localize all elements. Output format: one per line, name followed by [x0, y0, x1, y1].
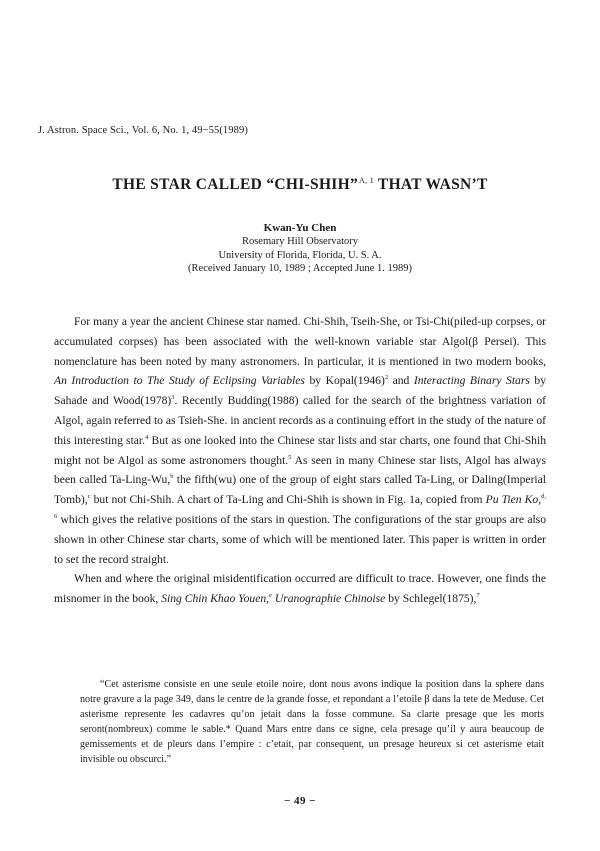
p1-text: As seen in many Chinese star lists, Algol has always been called Ta-Ling-Wu, [54, 453, 546, 487]
block-quote [80, 678, 544, 767]
p1-text: by Kopal(1946) [304, 374, 385, 388]
footnote-marker: c [87, 493, 91, 501]
paragraph-1 [54, 312, 546, 569]
quote-text: “Cet asterisme consiste en une seule etoile noire, dont nous avons indique la position dans la sphere dans notre gravure a la page 349, dans le centre de la grande fosse, et repondant a l’etoile β dans la tete de Meduse. Cet asterisme represente les cadavres qu’on jetait dans la fosse commune. Sa clarte presage que les morts seront(nombreux) comme le sable.* Quand Mars entre dans ce signe, cela presage qu’il y aura beaucoup de gemissements et de pleurs dans l’empire : c’etait, par consequent, un presage heureux si cet asterisme etait invisible ou obscurci.” [80, 679, 544, 765]
body-text [54, 312, 546, 609]
author-block [0, 222, 600, 276]
p1-text: But as one looked into the Chinese star lists and star charts, one found that Chi-Shih might not be Algol as some astronomers thought. [54, 433, 546, 467]
footnote-marker: b [170, 473, 174, 481]
reference-marker: 5 [288, 453, 292, 461]
page-number: − 49 − [283, 795, 317, 807]
footnote-marker: e [269, 592, 272, 600]
book-title-pu-tien-ko: Pu Tien Ko [485, 493, 539, 507]
book-title-uranographie: Uranographie Chinoise [274, 592, 386, 606]
p1-text: which gives the relative positions of the stars in question. The configurations of the star groups are also shown in other Chinese star charts, some of which will be mentioned later. This paper is written in order to set the record straight. [54, 512, 546, 566]
p1-text: For many a year the ancient Chinese star named. Chi-Shih, Tseih-She, or Tsi-Chi(piled-up corpses, or accumulated corpses) has been associated with the well-known variable star Algol(β Persei). This nomenclature has been noted by many astronomers. In particular, it is mentioned in two modern books, [54, 315, 546, 368]
received-accepted-dates: (Received January 10, 1989 ; Accepted June 1. 1989) [188, 263, 412, 275]
book-title-sahade-wood: Interacting Binary Stars [413, 374, 530, 388]
book-title-sing-chin: Sing Chin Khao Youen [161, 592, 267, 606]
paper-title [0, 176, 600, 194]
paragraph-2 [54, 569, 546, 609]
book-title-kopal: An Introduction to The Study of Eclipsing Variables [54, 374, 305, 388]
title-footnote-marker: A, 1 [359, 176, 375, 185]
reference-marker: 2 [384, 374, 389, 382]
author-name: Kwan-Yu Chen [263, 222, 337, 234]
author-affiliation-observatory: Rosemary Hill Observatory [241, 236, 359, 248]
p1-text: but not Chi-Shih. A chart of Ta-Ling and Chi-Shih is shown in Fig. 1a, copied from [90, 493, 486, 507]
p1-text: by Sahade and Wood(1978) [54, 374, 546, 408]
p2-text: When and where the original misidentification occurred are difficult to trace. However, one finds the misnomer in the book, [54, 572, 546, 606]
title-tail: THAT WASN’T [374, 176, 488, 193]
title-main: THE STAR CALLED “CHI-SHIH” [112, 176, 359, 193]
reference-marker: 7 [476, 592, 480, 600]
p1-text: , [538, 493, 542, 507]
footnote-marker: d, 6 [54, 493, 546, 520]
p1-text: . Recently Budding(1988) called for the search of the brightness variation of Algol, again referred to as Tsieh-She. in ancient records as a continuing effort in the study of the nature of this interesting star. [54, 394, 546, 447]
author-affiliation-university: University of Florida, Florida, U. S. A. [218, 249, 382, 261]
p1-text: the fifth(wu) one of the group of eight stars called Ta-Ling, or Daling(Imperial Tomb), [54, 473, 547, 507]
reference-marker: 4 [145, 433, 149, 441]
p2-text: by Schlegel(1875), [385, 592, 477, 606]
reference-marker: 3 [171, 394, 175, 402]
p2-text: , [266, 592, 270, 606]
p1-text: and [388, 374, 414, 388]
journal-citation: J. Astron. Space Sci., Vol. 6, No. 1, 49−55(1989) [38, 125, 248, 136]
